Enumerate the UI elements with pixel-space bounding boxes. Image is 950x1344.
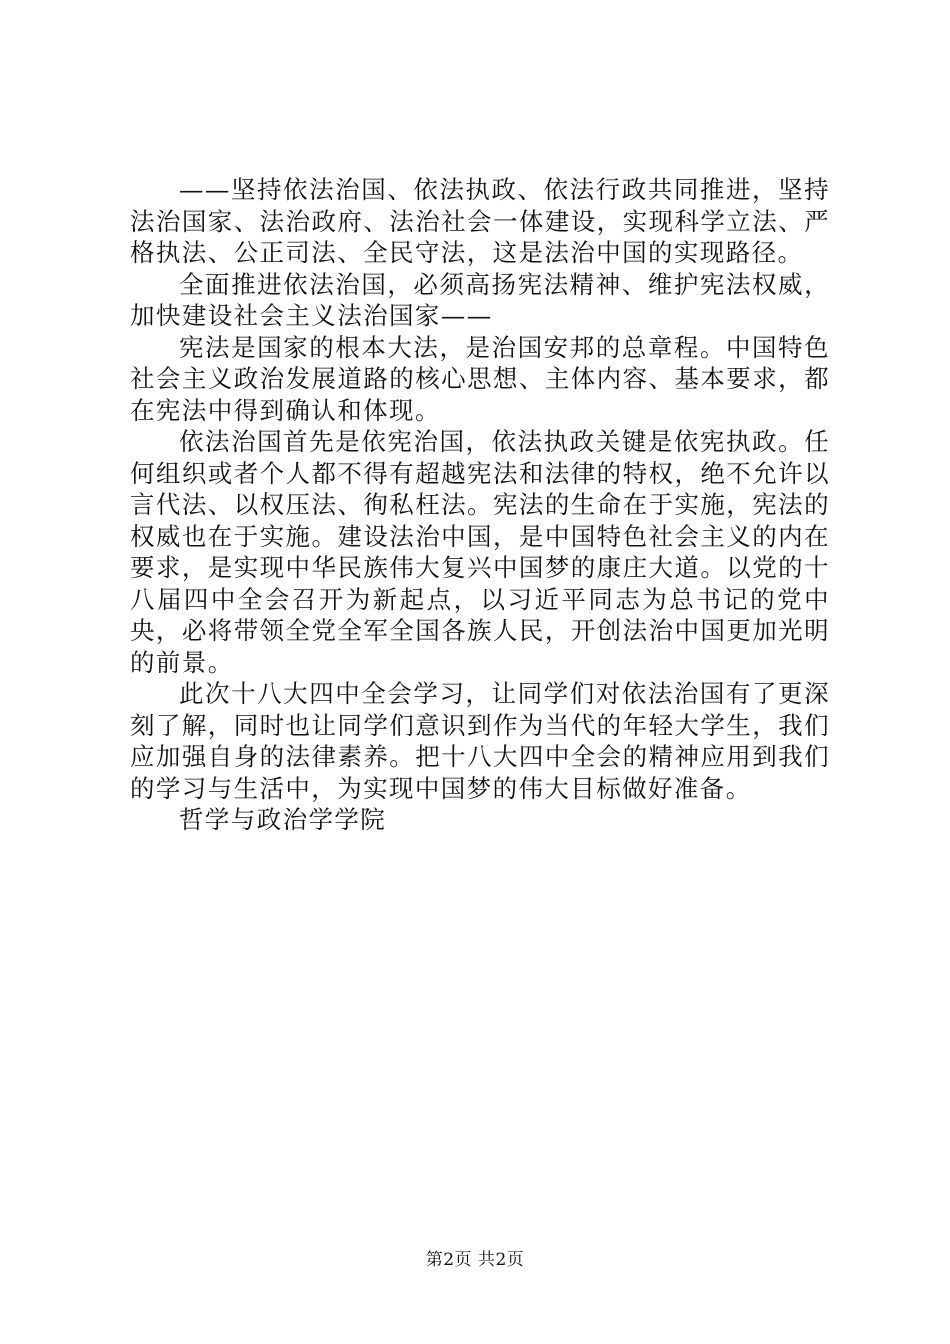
author-signature: 哲学与政治学学院 [179, 805, 387, 834]
page-number-footer: 第2页 共2页 [425, 1250, 525, 1270]
document-body [130, 174, 830, 836]
paragraph-constitution-fundamental: 宪法是国家的根本大法，是治国安邦的总章程。中国特色社会主义政治发展道路的核心思想、主体内容、基本要求，都在宪法中得到确认和体现。 [130, 332, 830, 425]
paragraph-constitution-spirit: 全面推进依法治国，必须高扬宪法精神、维护宪法权威，加快建设社会主义法治国家—— [130, 269, 830, 330]
paragraph-law-path: ——坚持依法治国、依法执政、依法行政共同推进，坚持法治国家、法治政府、法治社会一体建设，实现科学立法、严格执法、公正司法、全民守法，这是法治中国的实现路径。 [130, 175, 830, 267]
paragraph-study-reflection: 此次十八大四中全会学习，让同学们对依法治国有了更深刻了解，同时也让同学们意识到作为当代的年轻大学生，我们应加强自身的法律素养。把十八大四中全会的精神应用到我们的学习与生活中，为实现中国梦的伟大目标做好准备。 [130, 679, 830, 803]
paragraph-rule-by-constitution: 依法治国首先是依宪治国，依法执政关键是依宪执政。任何组织或者个人都不得有超越宪法和法律的特权，绝不允许以言代法、以权压法、徇私枉法。宪法的生命在于实施，宪法的权威也在于实施。建设法治中国，是中国特色社会主义的内在要求，是实现中华民族伟大复兴中国梦的康庄大道。以党的十八届四中全会召开为新起点，以习近平同志为总书记的党中央，必将带领全党全军全国各族人民，开创法治中国更加光明的前景。 [130, 427, 830, 677]
